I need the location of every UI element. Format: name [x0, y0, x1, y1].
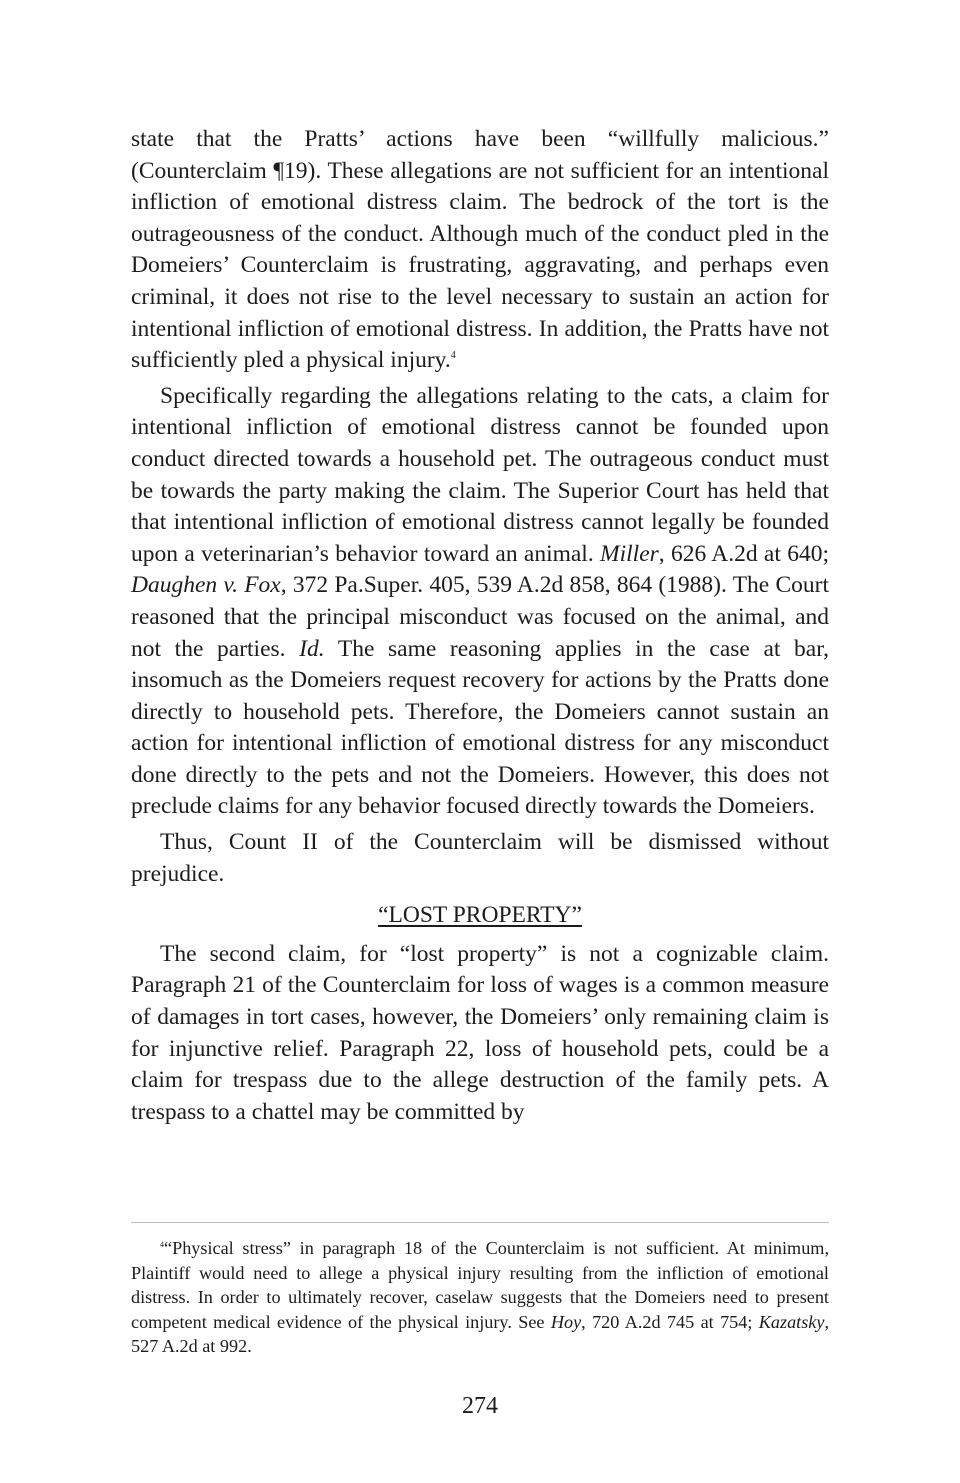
paragraph-cats: [131, 381, 829, 823]
paragraph-text: state that the Pratts’ actions have been “willfully malicious.” (Counterclaim ¶19). These allegations are not sufficient for an intentional infliction of emotional distress claim. The bedrock of the tort is the outrageousness of the conduct. Although much of the conduct pled in the Domeiers’ Counterclaim is frustrating, aggravating, and perhaps even criminal, it does not rise to the level necessary to sustain an action for intentional infliction of emotional distress. In addition, the Pratts have not sufficiently pled a physical injury.: [131, 126, 829, 374]
paragraph-continued: [131, 124, 829, 377]
paragraph-text: The same reasoning applies in the case at bar, insomuch as the Domeiers request recovery for actions by the Pratts done directly to household pets. Therefore, the Domeiers cannot sustain an action for intentional infliction of emotional distress for any misconduct done directly to the pets and not the Domeiers. However, this does not preclude claims for any behavior focused directly towards the Domeiers.: [131, 635, 829, 820]
footnote-text: [131, 1236, 829, 1359]
case-citation: Miller: [600, 540, 659, 567]
footnote-body: , 720 A.2d 745 at 754;: [581, 1311, 759, 1332]
footnote: [131, 1236, 829, 1359]
section-heading-text: “LOST PROPERTY”: [378, 902, 582, 929]
paragraph-conclusion: Thus, Count II of the Counterclaim will be dismissed without prejudice.: [131, 829, 829, 887]
footnote-divider: [131, 1222, 829, 1223]
main-text: [131, 124, 829, 1128]
page-number: 274: [462, 1393, 498, 1419]
footnote-reference: 4: [450, 350, 456, 362]
footnote-body: “Physical stress” in paragraph 18 of the Counterclaim is not sufficient. At minimum, Plaintiff would need to allege a physical injury resulting from the infliction of emotional distress. In order to ultimately recover, caselaw suggests that the Domeiers need to present competent medical evidence of the physical injury. See: [131, 1238, 829, 1332]
case-citation: Kazatsky: [758, 1311, 825, 1332]
paragraph-text: Specifically regarding the allegations relating to the cats, a claim for intentional infliction of emotional distress cannot be founded upon conduct directed towards a household pet. The outrageous conduct must be towards the party making the claim. The Superior Court has held that that intentional infliction of emotional distress cannot legally be founded upon a veterinarian’s behavior toward an animal.: [131, 382, 829, 567]
paragraph-text: , 372 Pa.Super. 405, 539 A.2d 858, 864 (1988). The Court reasoned that the principal misconduct was focused on the animal, and not the parties.: [131, 572, 829, 662]
page-body: [131, 124, 829, 1132]
case-citation: Id.: [299, 635, 325, 662]
paragraph-text: , 626 A.2d at 640;: [658, 540, 829, 567]
case-citation: Daughen v. Fox: [131, 572, 281, 599]
paragraph-lost-property: The second claim, for “lost property” is not a cognizable claim. Paragraph 21 of the Counterclaim for loss of wages is a common measure of damages in tort cases, however, the Domeiers’ only remaining claim is for injunctive relief. Paragraph 22, loss of household pets, could be a claim for trespass due to the allege destruction of the family pets. A trespass to a chattel may be committed by: [131, 940, 829, 1125]
footnote-body: , 527 A.2d at 992.: [131, 1311, 829, 1357]
case-citation: Hoy: [550, 1311, 582, 1332]
section-heading: [131, 900, 829, 932]
footnote-number: 4: [160, 1240, 164, 1249]
